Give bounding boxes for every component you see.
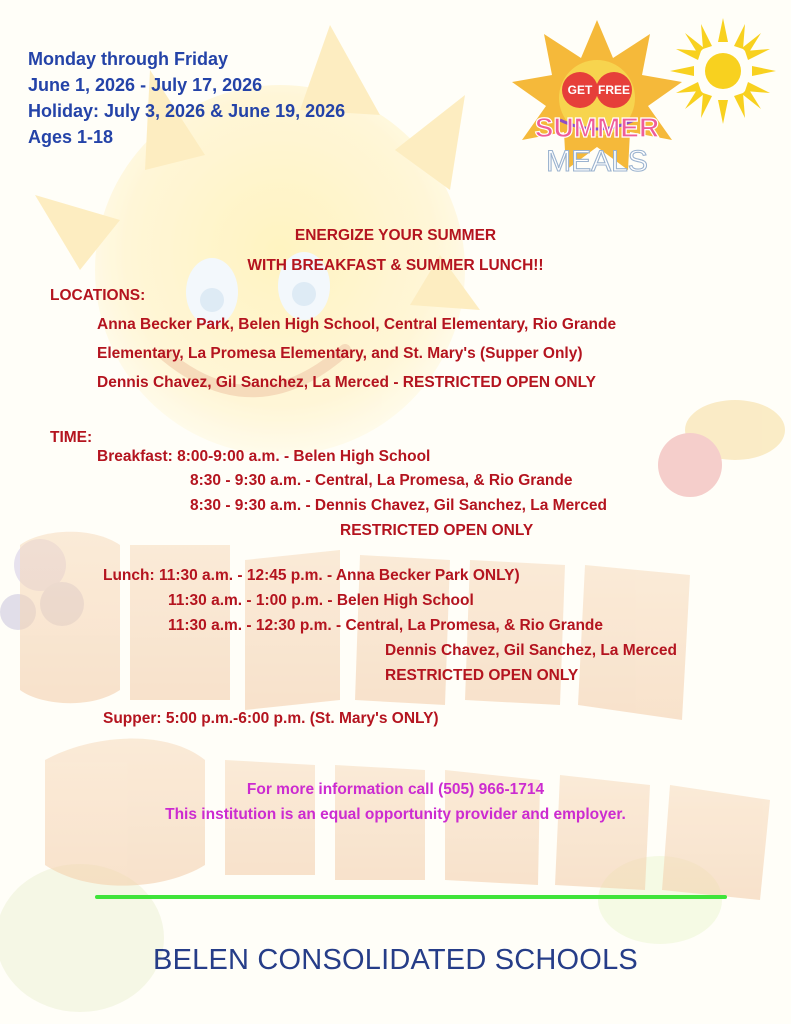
logo-free-text: FREE bbox=[597, 83, 631, 97]
locations-line-2: Elementary, La Promesa Elementary, and St. Mary's (Supper Only) bbox=[97, 345, 583, 362]
logo-summer-text: SUMMER bbox=[534, 112, 660, 143]
schedule-days: Monday through Friday bbox=[28, 49, 228, 69]
breakfast-line-2: 8:30 - 9:30 a.m. - Central, La Promesa, & Rio Grande bbox=[190, 472, 573, 489]
locations-label: LOCATIONS: bbox=[50, 287, 146, 304]
breakfast-line-4: RESTRICTED OPEN ONLY bbox=[340, 522, 534, 539]
locations-line-3: Dennis Chavez, Gil Sanchez, La Merced - RESTRICTED OPEN ONLY bbox=[97, 374, 596, 391]
contact-info: For more information call (505) 966-1714 bbox=[246, 781, 545, 798]
age-range: Ages 1-18 bbox=[28, 127, 114, 147]
headline-line-2: WITH BREAKFAST & SUMMER LUNCH!! bbox=[247, 257, 544, 274]
program-dates: June 1, 2026 - July 17, 2026 bbox=[28, 75, 263, 95]
breakfast-line-1: Breakfast: 8:00-9:00 a.m. - Belen High School bbox=[97, 448, 431, 465]
time-label: TIME: bbox=[50, 429, 93, 446]
breakfast-line-3: 8:30 - 9:30 a.m. - Dennis Chavez, Gil Sanchez, La Merced bbox=[190, 497, 607, 514]
district-name: BELEN CONSOLIDATED SCHOOLS bbox=[153, 944, 638, 976]
locations-line-1: Anna Becker Park, Belen High School, Central Elementary, Rio Grande bbox=[97, 316, 617, 333]
equal-opportunity-statement: This institution is an equal opportunity provider and employer. bbox=[165, 806, 626, 823]
lunch-line-3: 11:30 a.m. - 12:30 p.m. - Central, La Promesa, & Rio Grande bbox=[168, 617, 604, 634]
logo-get-text: GET bbox=[567, 83, 593, 97]
headline-line-1: ENERGIZE YOUR SUMMER bbox=[294, 227, 497, 244]
lunch-line-1: Lunch: 11:30 a.m. - 12:45 p.m. - Anna Becker Park ONLY) bbox=[103, 567, 520, 584]
logo-meals-text: MEALS bbox=[546, 145, 648, 178]
lunch-line-2: 11:30 a.m. - 1:00 p.m. - Belen High School bbox=[168, 592, 474, 609]
lunch-line-5: RESTRICTED OPEN ONLY bbox=[385, 667, 579, 684]
lunch-line-4: Dennis Chavez, Gil Sanchez, La Merced bbox=[385, 642, 678, 659]
supper-line: Supper: 5:00 p.m.-6:00 p.m. (St. Mary's ONLY) bbox=[103, 710, 439, 727]
holiday-dates: Holiday: July 3, 2026 & June 19, 2026 bbox=[28, 101, 346, 121]
green-divider bbox=[95, 895, 727, 899]
